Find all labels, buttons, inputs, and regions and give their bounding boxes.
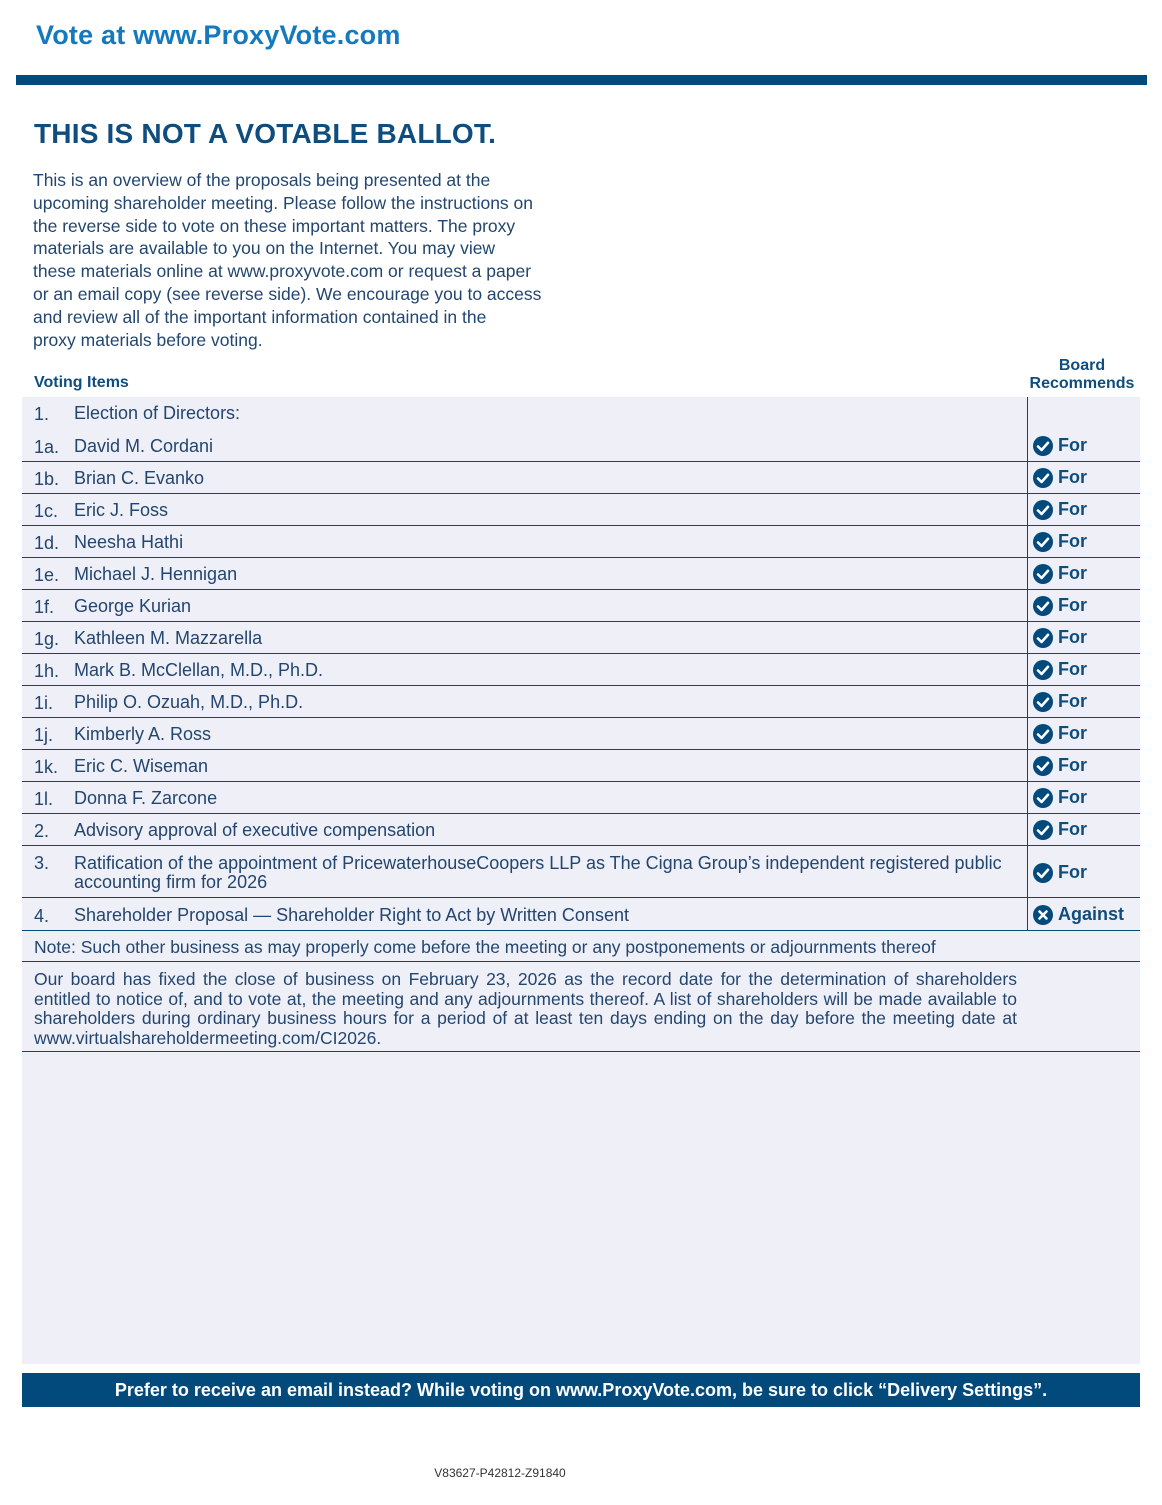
recommendation-text: For [1058,499,1087,519]
intro-line: materials are available to you on the Internet. You may view [33,238,496,259]
table-row [22,750,1140,782]
intro-line: or an email copy (see reverse side). We encourage you to access [33,283,542,304]
table-row-shareholder-proposal [22,898,1140,931]
item-label [74,854,1002,892]
check-circle-icon [1033,468,1053,488]
table-row [22,590,1140,622]
recommendation-for [1033,595,1087,616]
item-label: Kimberly A. Ross [74,724,212,744]
intro-line: proxy materials before voting. [33,329,263,350]
check-circle-icon [1033,532,1053,552]
item-label: David M. Cordani [74,436,214,456]
recommendation-text: For [1058,467,1087,487]
table-row [22,622,1140,654]
recommendation-text: Against [1058,904,1125,924]
recommendation-for [1033,691,1087,712]
recommendation-for [1033,819,1087,840]
column-divider [1027,397,1028,931]
item-number: 1g. [34,629,60,649]
recommendation-text: For [1058,691,1087,711]
table-row [22,686,1140,718]
item-label: Shareholder Proposal — Shareholder Right to Act by Written Consent [74,905,629,925]
document-code: V83627-P42812-Z91840 [434,1466,566,1480]
board-header-line: Board [1058,357,1106,374]
header-rule [16,75,1147,85]
recommendation-against [1033,904,1124,925]
table-row [22,494,1140,526]
check-circle-icon [1033,788,1053,808]
table-row [22,429,1140,462]
recommendation-for [1033,531,1087,552]
item-number: 1l. [34,789,54,809]
check-circle-icon [1033,564,1053,584]
item-label: Philip O. Ozuah, M.D., Ph.D. [74,692,304,712]
check-circle-icon [1033,596,1053,616]
recommendation-for [1033,499,1087,520]
recommendation-text: For [1058,787,1087,807]
recommendation-text: For [1058,595,1087,615]
item-number: 1h. [34,661,60,681]
table-row [22,462,1140,494]
recommendation-for [1033,563,1087,584]
recommendation-for [1033,755,1087,776]
board-header-line: Recommends [1029,375,1135,392]
recommendation-text: For [1058,435,1087,455]
notice-title: THIS IS NOT A VOTABLE BALLOT. [34,118,497,149]
recommendation-text: For [1058,723,1087,743]
table-row [22,558,1140,590]
item-label: Donna F. Zarcone [74,788,218,808]
voting-items-header: Voting Items [34,374,129,391]
item-label: Election of Directors: [74,403,241,423]
recommendation-text: For [1058,531,1087,551]
recommendation-text: For [1058,819,1087,839]
check-circle-icon [1033,756,1053,776]
intro-line: and review all of the important information contained in the [33,306,487,327]
check-circle-icon [1033,820,1053,840]
item-number: 1c. [34,501,59,521]
item-label: Kathleen M. Mazzarella [74,628,263,648]
table-row [22,526,1140,558]
intro-line: This is an overview of the proposals being presented at the [33,170,491,190]
check-circle-icon [1033,436,1053,456]
item-number: 3. [34,853,50,873]
item-number: 1f. [34,597,55,617]
item-label-line: Ratification of the appointment of PricewaterhouseCoopers LLP as The Cigna Group’s independent registered public [74,853,1002,873]
item-number: 2. [34,821,50,841]
item-label: Michael J. Hennigan [74,564,238,584]
item-label: Eric J. Foss [74,500,169,520]
record-date-paragraph: Our board has fixed the close of business on February 23, 2026 as the record date for the determination of shareholders entitled to notice of, and to vote at, the meeting and any adjournments thereof. A list of shareholders will be made available to shareholders during ordinary business hours for a period of at least ten days ending on the day before the meeting date at www.virtualshareholdermeeting.com/CI2026. [34,969,1017,1048]
intro-line: the reverse side to vote on these important matters. The proxy [33,215,516,236]
item-number: 1b. [34,469,60,489]
item-label: Mark B. McClellan, M.D., Ph.D. [74,660,324,680]
item-number: 1d. [34,533,60,553]
banner-text: Prefer to receive an email instead? While voting on www.ProxyVote.com, be sure to click “Delivery Settings”. [114,1379,1048,1400]
item-label: Neesha Hathi [74,532,184,552]
recommendation-text: For [1058,627,1087,647]
email-delivery-banner [22,1373,1140,1407]
table-row-election [22,397,1140,429]
recommendation-text: For [1058,563,1087,583]
check-circle-icon [1033,692,1053,712]
table-row [22,718,1140,750]
check-circle-icon [1033,660,1053,680]
check-circle-icon [1033,500,1053,520]
item-number: 1a. [34,437,60,457]
recommendation-for [1033,627,1087,648]
check-circle-icon [1033,628,1053,648]
item-number: 1i. [34,693,54,713]
intro-line: upcoming shareholder meeting. Please follow the instructions on [33,192,534,213]
item-label: George Kurian [74,596,192,616]
note-text: Note: Such other business as may properly come before the meeting or any postponements or adjournments thereof [34,937,936,957]
item-label-line: accounting firm for 2026 [74,872,268,892]
item-label: Brian C. Evanko [74,468,205,488]
recommendation-for [1033,467,1087,488]
table-row [22,782,1140,814]
recommendation-for [1033,723,1087,744]
table-row [22,814,1140,846]
notice-intro [33,169,573,351]
item-number: 1j. [34,725,54,745]
item-label: Advisory approval of executive compensation [74,820,436,840]
item-number: 1e. [34,565,60,585]
item-label: Eric C. Wiseman [74,756,209,776]
x-circle-icon [1033,905,1053,925]
paragraph-rule [22,1051,1140,1052]
table-row-ratification [22,846,1140,898]
recommendation-for [1033,659,1087,680]
recommendation-for [1033,862,1087,883]
recommendation-text: For [1058,659,1087,679]
recommendation-for [1033,787,1087,808]
check-circle-icon [1033,724,1053,744]
item-number: 4. [34,906,50,926]
intro-line: these materials online at www.proxyvote.com or request a paper [33,261,532,282]
recommendation-text: For [1058,755,1087,775]
item-number: 1k. [34,757,59,777]
recommendation-for [1033,435,1087,456]
header-title: Vote at www.ProxyVote.com [36,20,401,50]
recommendation-text: For [1058,862,1087,882]
note-row [22,931,1140,962]
check-circle-icon [1033,863,1053,883]
table-row [22,654,1140,686]
item-number: 1. [34,404,50,424]
board-recommends-header [1024,357,1140,393]
